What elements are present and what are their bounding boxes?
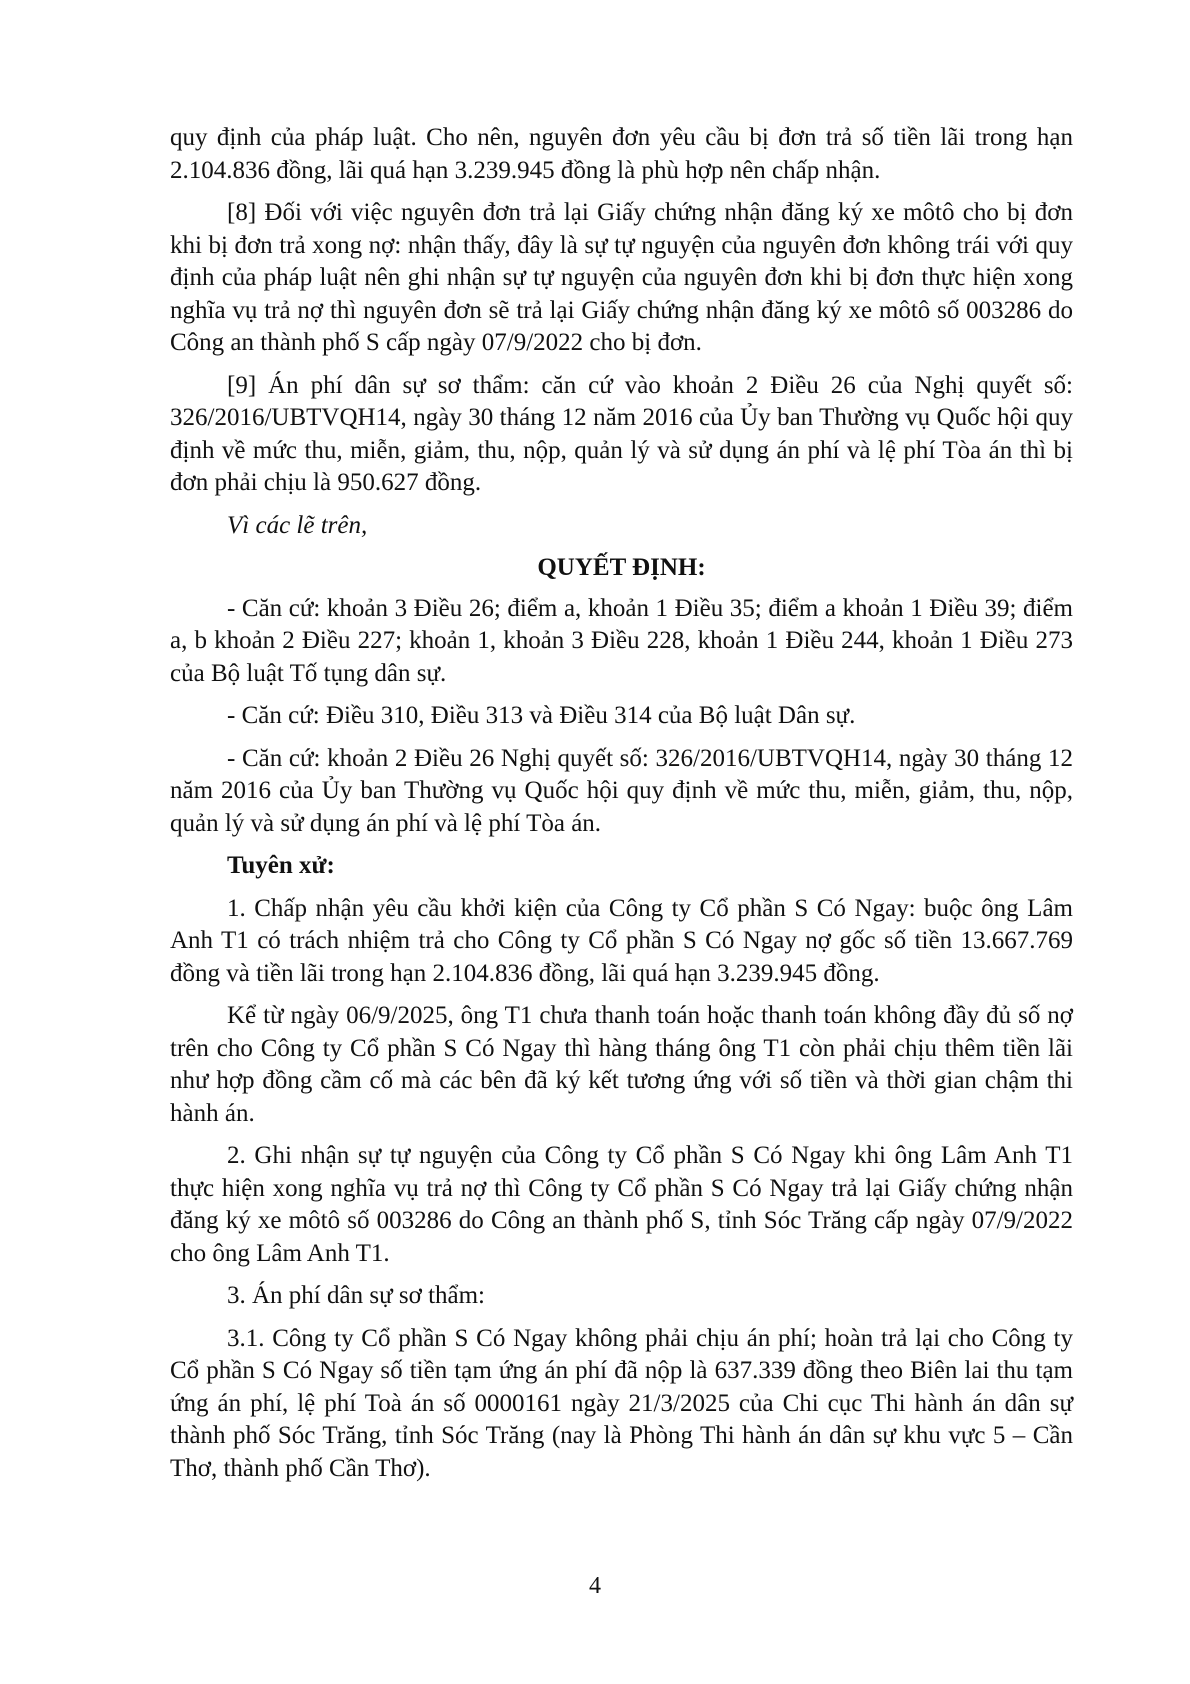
verdict-item-2: 2. Ghi nhận sự tự nguyện của Công ty Cổ phần S Có Ngay khi ông Lâm Anh T1 thực hiện xong nghĩa vụ trả nợ thì Công ty Cổ phần S Có Ngay trả lại Giấy chứng nhận đăng ký xe môtô số 003286 do Công an thành phố S, tỉnh Sóc Trăng cấp ngày 07/9/2022 cho ông Lâm Anh T1. [170,1142,1073,1267]
verdict-item-3: 3. Án phí dân sự sơ thẩm: [227,1282,486,1309]
verdict-label: Tuyên xử: [227,852,335,879]
verdict-item-1: 1. Chấp nhận yêu cầu khởi kiện của Công ty Cổ phần S Có Ngay: buộc ông Lâm Anh T1 có trách nhiệm trả cho Công ty Cổ phần S Có Ngay nợ gốc số tiền 13.667.769 đồng và tiền lãi trong hạn 2.104.836 đồng, lãi quá hạn 3.239.945 đồng. [170,894,1073,987]
verdict-item-3-1: 3.1. Công ty Cổ phần S Có Ngay không phải chịu án phí; hoàn trả lại cho Công ty Cổ phần S Có Ngay số tiền tạm ứng án phí đã nộp là 637.339 đồng theo Biên lai thu tạm ứng án phí, lệ phí Toà án số 0000161 ngày 21/3/2025 của Chi cục Thi hành án dân sự thành phố Sóc Trăng, tỉnh Sóc Trăng (nay là Phòng Thi hành án dân sự khu vực 5 – Cần Thơ, thành phố Cần Thơ). [170,1324,1073,1482]
paragraph-9-court-fee: [9] Án phí dân sự sơ thẩm: căn cứ vào khoản 2 Điều 26 của Nghị quyết số: 326/2016/UBTVQH14, ngày 30 tháng 12 năm 2016 của Ủy ban Thường vụ Quốc hội quy định về mức thu, miễn, giảm, thu, nộp, quản lý và sử dụng án phí và lệ phí Tòa án thì bị đơn phải chịu là 950.627 đồng. [170,371,1073,496]
legal-basis-civil-procedure: - Căn cứ: khoản 3 Điều 26; điểm a, khoản 1 Điều 35; điểm a khoản 1 Điều 39; điểm a, b khoản 2 Điều 227; khoản 1, khoản 3 Điều 228, khoản 1 Điều 244, khoản 1 Điều 273 của Bộ luật Tố tụng dân sự. [170,594,1073,687]
paragraph-continuation: quy định của pháp luật. Cho nên, nguyên đơn yêu cầu bị đơn trả số tiền lãi trong hạn 2.104.836 đồng, lãi quá hạn 3.239.945 đồng là phù hợp nên chấp nhận. [170,124,1073,184]
paragraph-8-motorbike-certificate: [8] Đối với việc nguyên đơn trả lại Giấy chứng nhận đăng ký xe môtô cho bị đơn khi bị đơn trả xong nợ: nhận thấy, đây là sự tự nguyện của nguyên đơn không trái với quy định của pháp luật nên ghi nhận sự tự nguyện của nguyên đơn khi bị đơn thực hiện xong nghĩa vụ trả nợ thì nguyên đơn sẽ trả lại Giấy chứng nhận đăng ký xe môtô số 003286 do Công an thành phố S cấp ngày 07/9/2022 cho bị đơn. [170,199,1073,356]
legal-basis-resolution: - Căn cứ: khoản 2 Điều 26 Nghị quyết số: 326/2016/UBTVQH14, ngày 30 tháng 12 năm 2016 của Ủy ban Thường vụ Quốc hội quy định về mức thu, miễn, giảm, thu, nộp, quản lý và sử dụng án phí và lệ phí Tòa án. [170,744,1073,837]
page-number: 4 [589,1573,601,1599]
legal-basis-civil-code: - Căn cứ: Điều 310, Điều 313 và Điều 314 của Bộ luật Dân sự. [227,702,856,729]
verdict-item-1-interest: Kể từ ngày 06/9/2025, ông T1 chưa thanh toán hoặc thanh toán không đầy đủ số nợ trên cho Công ty Cổ phần S Có Ngay thì hàng tháng ông T1 còn phải chịu thêm tiền lãi như hợp đồng cầm cố mà các bên đã ký kết tương ứng với số tiền và thời gian chậm thi hành án. [170,1002,1073,1127]
paragraph-reasons: Vì các lẽ trên, [227,511,368,539]
decision-heading: QUYẾT ĐỊNH: [537,554,706,581]
document-body [170,122,1073,1495]
